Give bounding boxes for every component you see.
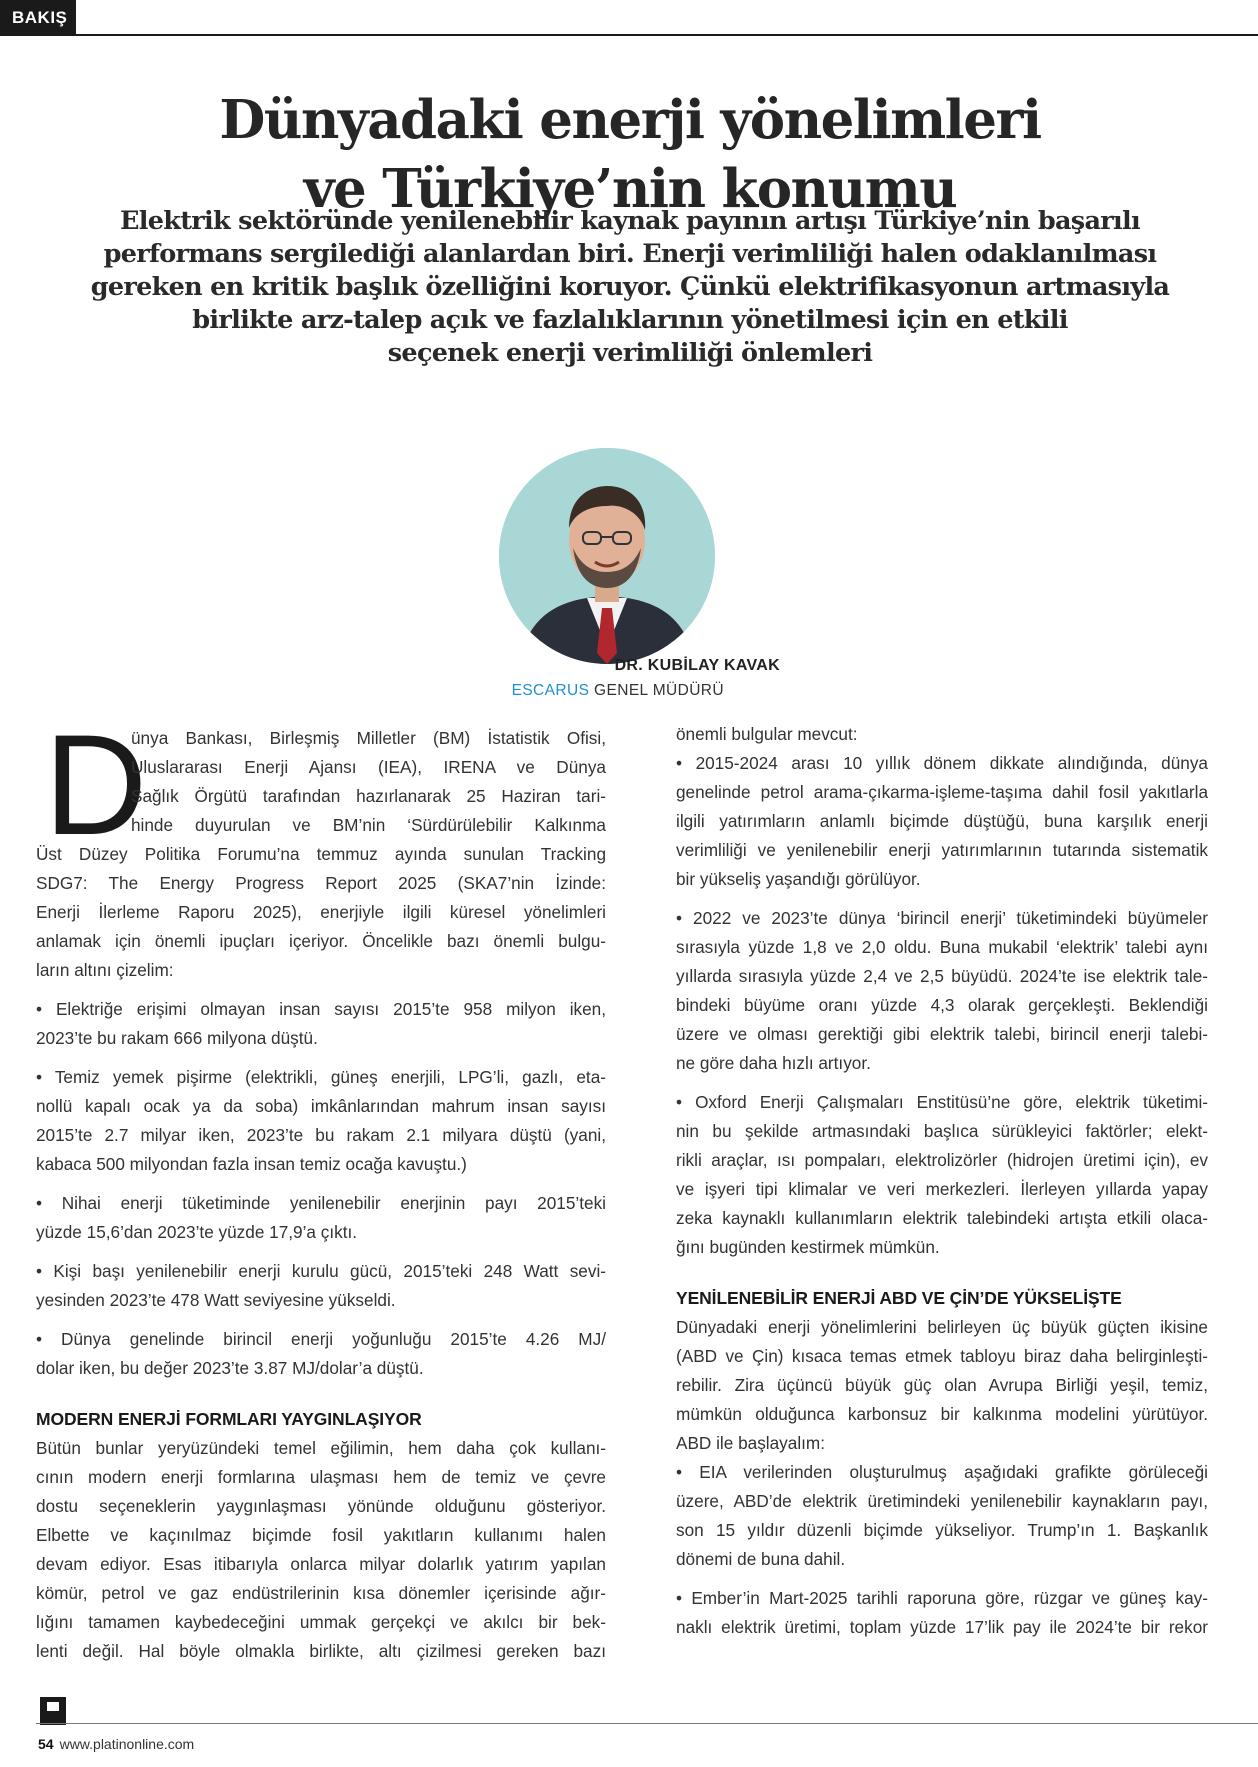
bullet-line: ne göre daha hızlı artıyor. (676, 1053, 871, 1073)
page-number: 54 (38, 1736, 54, 1752)
lead-line: performans sergilediği alanlardan biri. Enerji verimliliği halen odaklanılması (103, 239, 1157, 269)
body-line: Bütün bunlar yeryüzündeki temel eğilimin, hem daha çok kullanı- (36, 1438, 606, 1458)
lead-line: seçenek enerji verimliliği önlemleri (387, 338, 873, 368)
bullet-line: 2023’te bu rakam 666 milyona düştü. (36, 1028, 318, 1048)
body-line: lenti değil. Hal böyle olmakla birlikte, altı çizilmesi gereken bazı (36, 1641, 606, 1661)
bullet-line: bindeki büyüme oranı yüzde 4,3 olarak gerçekleşti. Beklendiği (676, 995, 1208, 1015)
body-line: ların altını çizelim: (36, 960, 174, 980)
bullet-line: nollü kapalı ocak ya da soba) imkânlarından mahrum insan sayısı (36, 1096, 606, 1116)
bullet-line: yüzde 15,6’dan 2023’te yüzde 17,9’a çıktı. (36, 1222, 358, 1242)
author-portrait-illustration (499, 448, 715, 664)
publication-logo-icon (40, 1697, 66, 1725)
bullet-line: nin bu şekilde artmasındaki başlıca sürükleyici faktörler; elekt- (676, 1121, 1208, 1141)
top-rule (76, 34, 1258, 36)
bullet-line: ilgili yatırımların anlamlı biçimde düştüğü, buna karşılık enerji (676, 811, 1208, 831)
bullet-line: • Ember’in Mart-2025 tarihli raporuna göre, rüzgar ve güneş kay- (676, 1588, 1208, 1608)
body-line: devam ediyor. Esas itibarıyla onlarca milyar dolarlık yatırım yapılan (36, 1554, 606, 1574)
bullet-line: üzere ve olması gerektiği gibi elektrik talebi, birincil enerji talebi- (676, 1024, 1208, 1044)
body-line: ABD ile başlayalım: (676, 1433, 826, 1453)
body-line: Üst Düzey Politika Forumu’na temmuz ayında sunulan Tracking (36, 844, 606, 864)
bullet-line: ğını bugünden kestirmek mümkün. (676, 1237, 940, 1257)
bullet-line: • 2015-2024 arası 10 yıllık dönem dikkate alındığında, dünya (676, 753, 1208, 773)
bullet-line: dolar iken, bu değer 2023’te 3.87 MJ/dolar’a düştü. (36, 1358, 424, 1378)
lead-line: gereken en kritik başlık özelliğini koruyor. Çünkü elektrifikasyonun artmasıyla (90, 272, 1170, 302)
bullet-line: zeka kaynaklı kullanımların elektrik talebindeki artışta etkili olaca- (676, 1208, 1208, 1228)
body-line: anlamak için önemli ipuçları içeriyor. Öncelikle bazı önemli bulgu- (36, 931, 606, 951)
bullet-line: yesinden 2023’te 478 Watt seviyesine yükseldi. (36, 1290, 396, 1310)
body-line: dostu seçeneklerin yaygınlaşması yönünde olduğunu gösteriyor. (36, 1496, 606, 1516)
drop-cap: D (44, 706, 148, 865)
body-line: hinde duyurulan ve BM’nin ‘Sürdürülebilir Kalkınma (131, 815, 606, 835)
author-name: DR. KUBİLAY KAVAK (614, 657, 780, 674)
bullet-line: kabaca 500 milyondan fazla insan temiz ocağa kavuştu.) (36, 1154, 467, 1174)
body-line: Enerji İlerleme Raporu 2025), enerjiyle ilgili küresel yönelimleri (36, 902, 606, 922)
bullet-line: 2015’te 2.7 milyar iken, 2023’te bu rakam 2.1 milyara düştü (yani, (36, 1125, 606, 1145)
footer-url[interactable]: www.platinonline.com (59, 1736, 195, 1752)
bullet-line: • Elektriğe erişimi olmayan insan sayısı 2015’te 958 milyon iken, (36, 999, 606, 1019)
body-line: Sağlık Örgütü tarafından hazırlanarak 25 Haziran tari- (131, 786, 606, 806)
bullet-line: verimliliği ve yenilenebilir enerji yatırımlarının tutarında sistematik (676, 840, 1208, 860)
body-line: Uluslararası Enerji Ajansı (IEA), IRENA ve Dünya (131, 757, 606, 777)
bullet-line: genelinde petrol arama-çıkarma-işleme-taşıma dahil fosil yakıtlarla (676, 782, 1208, 802)
bullet-line: • Oxford Enerji Çalışmaları Enstitüsü’ne göre, elektrik tüketimi- (676, 1092, 1208, 1112)
author-portrait (499, 448, 715, 664)
article-title-line-2: ve Türkiye’nin konumu (303, 158, 957, 220)
bullet-line: ve işyeri tipi klimalar ve veri merkezleri. İlerleyen yıllarda yapay (676, 1179, 1208, 1199)
bullet-line: • Nihai enerji tüketiminde yenilenebilir enerjinin payı 2015’teki (36, 1193, 606, 1213)
body-line: Dünyadaki enerji yönelimlerini belirleyen üç büyük güçten ikisine (676, 1317, 1208, 1337)
bullet-line: bir yükseliş yaşandığı görülüyor. (676, 869, 921, 889)
author-title: GENEL MÜDÜRÜ (594, 682, 724, 699)
body-line: SDG7: The Energy Progress Report 2025 (SKA7’nin İzinde: (36, 873, 606, 893)
bullet-line: son 15 yıldır düzenli biçimde yükseliyor. Trump’ın 1. Başkanlık (676, 1520, 1208, 1540)
footer-rule (36, 1723, 1258, 1724)
bullet-line: dönemi de buna dahil. (676, 1549, 846, 1569)
bullet-line: yıllarda sırasıyla yüzde 2,4 ve 2,5 büyüdü. 2024’te ise elektrik tale- (676, 966, 1208, 986)
bullet-line: • EIA verilerinden oluşturulmuş aşağıdaki grafikte görüleceği (676, 1462, 1208, 1482)
author-company: ESCARUS (511, 682, 590, 699)
bullet-line: • 2022 ve 2023’te dünya ‘birincil enerji’ tüketimindeki büyümeler (676, 908, 1208, 928)
lead-line: birlikte arz-talep açık ve fazlalıklarının yönetilmesi için en etkili (192, 305, 1068, 335)
section-tag: BAKIŞ (0, 0, 76, 36)
body-line: cının modern enerji formlarına ulaşması hem de temiz ve çevre (36, 1467, 606, 1487)
body-line: Elbette ve kaçınılmaz biçimde fosil yakıtların kullanımı halen (36, 1525, 606, 1545)
section-heading: MODERN ENERJİ FORMLARI YAYGINLAŞIYOR (36, 1409, 422, 1429)
body-line: önemli bulgular mevcut: (676, 724, 858, 744)
section-heading: YENİLENEBİLİR ENERJİ ABD VE ÇİN’DE YÜKSELİŞTE (676, 1288, 1122, 1308)
page-footer (38, 1736, 194, 1752)
lead-line: Elektrik sektöründe yenilenebilir kaynak payının artışı Türkiye’nin başarılı (120, 206, 1140, 236)
article-column-right (676, 720, 1208, 1642)
body-line: lığını tamamen kaybedeceğini ummak gerçekçi ve akılcı bir bek- (36, 1612, 606, 1632)
bullet-line: sırasıyla yüzde 1,8 ve 2,0 oldu. Buna mukabil ‘elektrik’ talebi aynı (676, 937, 1208, 957)
article-title-line-1: Dünyadaki enerji yönelimleri (219, 89, 1041, 151)
body-line: ünya Bankası, Birleşmiş Milletler (BM) İstatistik Ofisi, (131, 728, 606, 748)
bullet-line: naklı elektrik üretimi, toplam yüzde 17’lik pay ile 2024’te bir rekor (676, 1617, 1208, 1637)
bullet-line: üzere, ABD’de elektrik üretimindeki yenilenebilir kaynakların payı, (676, 1491, 1208, 1511)
article-column-left (36, 706, 606, 1666)
bullet-line: • Dünya genelinde birincil enerji yoğunluğu 2015’te 4.26 MJ/ (36, 1329, 606, 1349)
body-line: kömür, petrol ve gaz endüstrilerinin kısa dönemler içerisinde ağır- (36, 1583, 606, 1603)
bullet-line: • Temiz yemek pişirme (elektrikli, güneş enerjili, LPG’li, gazlı, eta- (36, 1067, 606, 1087)
body-line: mümkün olduğunca karbonsuz bir kalkınma modelini yürütüyor. (676, 1404, 1208, 1424)
bullet-line: rikli araçlar, ısı pompaları, elektrolizörler (hidrojen üretimi için), ev (676, 1150, 1208, 1170)
author-role (400, 682, 724, 700)
body-line: rebilir. Zira üçüncü büyük güç olan Avrupa Birliği yeşil, temiz, (676, 1375, 1208, 1395)
bullet-line: • Kişi başı yenilenebilir enerji kurulu gücü, 2015’teki 248 Watt sevi- (36, 1261, 606, 1281)
body-line: (ABD ve Çin) kısaca temas etmek tabloyu biraz daha belirginleşti- (676, 1346, 1208, 1366)
